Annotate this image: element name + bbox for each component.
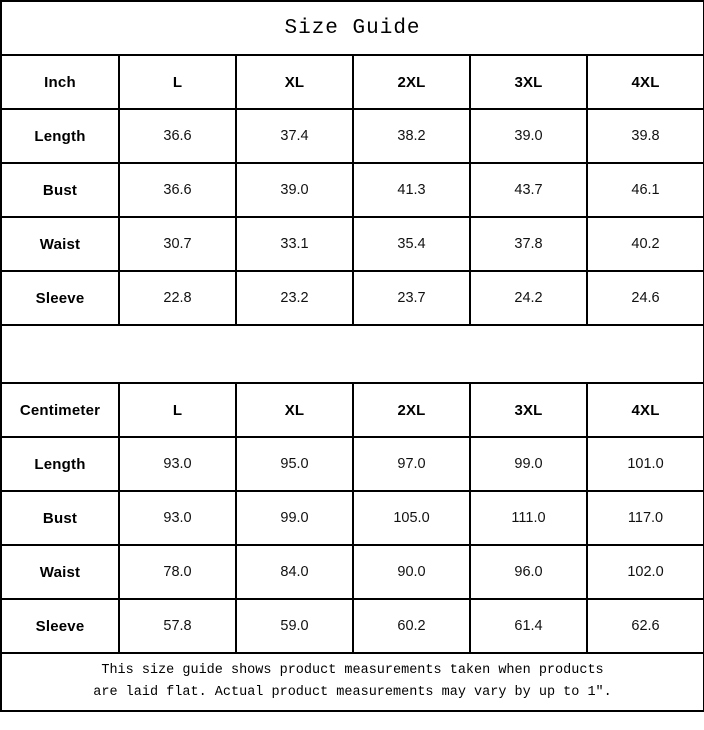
footer-note-line2: are laid flat. Actual product measurements may vary by up to 1″. [93, 685, 612, 700]
inch-row-length [1, 109, 704, 163]
cm-col-header-2xl: 2XL [353, 383, 470, 437]
inch-bust-4xl: 46.1 [587, 163, 704, 217]
cm-row-waist [1, 545, 704, 599]
inch-unit-header: Inch [1, 55, 119, 109]
inch-bust-xl: 39.0 [236, 163, 353, 217]
page-title: Size Guide [1, 1, 704, 55]
cm-length-4xl: 101.0 [587, 437, 704, 491]
cm-col-header-xl: XL [236, 383, 353, 437]
inch-header-row [1, 55, 704, 109]
inch-waist-l: 30.7 [119, 217, 236, 271]
cm-waist-2xl: 90.0 [353, 545, 470, 599]
cm-waist-4xl: 102.0 [587, 545, 704, 599]
cm-length-3xl: 99.0 [470, 437, 587, 491]
cm-sleeve-l: 57.8 [119, 599, 236, 653]
cm-col-header-3xl: 3XL [470, 383, 587, 437]
inch-bust-l: 36.6 [119, 163, 236, 217]
cm-sleeve-2xl: 60.2 [353, 599, 470, 653]
cm-bust-l: 93.0 [119, 491, 236, 545]
inch-row-sleeve [1, 271, 704, 325]
inch-sleeve-2xl: 23.7 [353, 271, 470, 325]
cm-row-label-length: Length [1, 437, 119, 491]
cm-bust-2xl: 105.0 [353, 491, 470, 545]
inch-length-xl: 37.4 [236, 109, 353, 163]
spacer-row [1, 325, 704, 383]
inch-col-header-xl: XL [236, 55, 353, 109]
spacer-cell [1, 325, 704, 383]
inch-sleeve-xl: 23.2 [236, 271, 353, 325]
inch-sleeve-4xl: 24.6 [587, 271, 704, 325]
inch-sleeve-3xl: 24.2 [470, 271, 587, 325]
inch-row-label-length: Length [1, 109, 119, 163]
inch-waist-2xl: 35.4 [353, 217, 470, 271]
inch-waist-3xl: 37.8 [470, 217, 587, 271]
cm-waist-l: 78.0 [119, 545, 236, 599]
footer-row [1, 653, 704, 711]
inch-waist-xl: 33.1 [236, 217, 353, 271]
cm-row-sleeve [1, 599, 704, 653]
footer-note [1, 653, 704, 711]
inch-length-3xl: 39.0 [470, 109, 587, 163]
cm-col-header-l: L [119, 383, 236, 437]
inch-col-header-l: L [119, 55, 236, 109]
inch-row-bust [1, 163, 704, 217]
cm-bust-xl: 99.0 [236, 491, 353, 545]
inch-length-2xl: 38.2 [353, 109, 470, 163]
inch-row-label-sleeve: Sleeve [1, 271, 119, 325]
inch-col-header-4xl: 4XL [587, 55, 704, 109]
footer-note-line1: This size guide shows product measurements taken when products [101, 663, 604, 679]
inch-length-4xl: 39.8 [587, 109, 704, 163]
inch-length-l: 36.6 [119, 109, 236, 163]
inch-row-label-waist: Waist [1, 217, 119, 271]
inch-waist-4xl: 40.2 [587, 217, 704, 271]
inch-row-waist [1, 217, 704, 271]
inch-col-header-3xl: 3XL [470, 55, 587, 109]
cm-sleeve-4xl: 62.6 [587, 599, 704, 653]
cm-row-label-waist: Waist [1, 545, 119, 599]
inch-sleeve-l: 22.8 [119, 271, 236, 325]
title-row [1, 1, 704, 55]
cm-waist-xl: 84.0 [236, 545, 353, 599]
inch-bust-3xl: 43.7 [470, 163, 587, 217]
cm-header-row [1, 383, 704, 437]
cm-row-length [1, 437, 704, 491]
cm-bust-4xl: 117.0 [587, 491, 704, 545]
cm-col-header-4xl: 4XL [587, 383, 704, 437]
cm-unit-header: Centimeter [1, 383, 119, 437]
inch-col-header-2xl: 2XL [353, 55, 470, 109]
cm-sleeve-3xl: 61.4 [470, 599, 587, 653]
cm-row-label-bust: Bust [1, 491, 119, 545]
inch-row-label-bust: Bust [1, 163, 119, 217]
cm-sleeve-xl: 59.0 [236, 599, 353, 653]
cm-waist-3xl: 96.0 [470, 545, 587, 599]
cm-row-bust [1, 491, 704, 545]
cm-length-l: 93.0 [119, 437, 236, 491]
inch-bust-2xl: 41.3 [353, 163, 470, 217]
cm-bust-3xl: 111.0 [470, 491, 587, 545]
cm-length-2xl: 97.0 [353, 437, 470, 491]
cm-row-label-sleeve: Sleeve [1, 599, 119, 653]
cm-length-xl: 95.0 [236, 437, 353, 491]
